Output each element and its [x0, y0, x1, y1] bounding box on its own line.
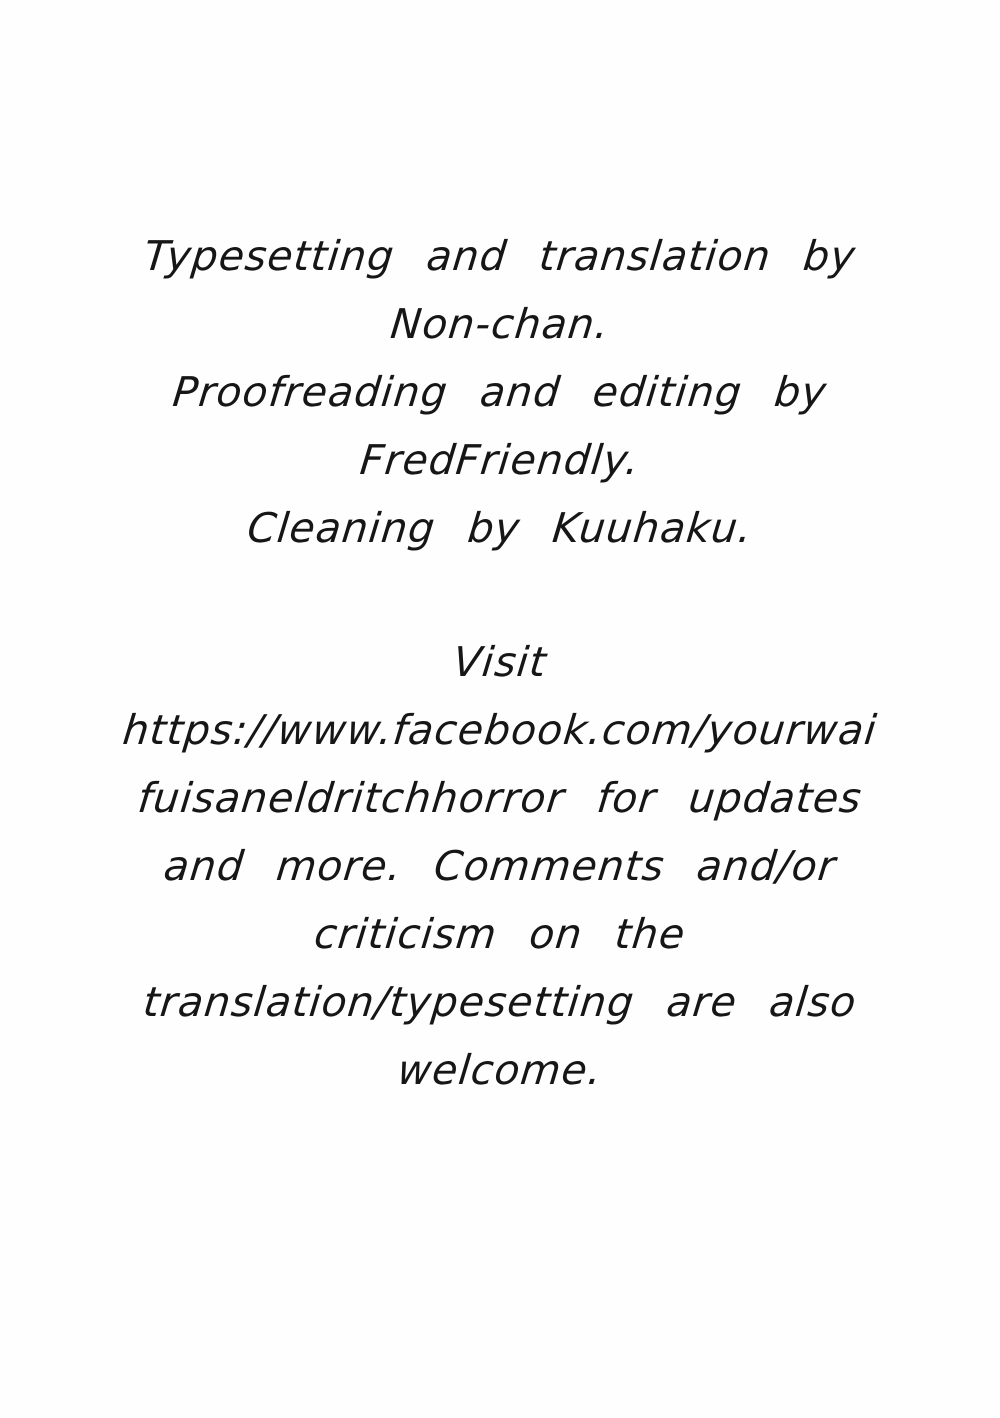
facebook-url-line-2: fuisaneldritchhorror for updates — [135, 774, 865, 822]
credits-line-editor-name: FredFriendly. — [357, 436, 643, 484]
comments-line: and more. Comments and/or — [161, 842, 839, 890]
facebook-url-line-1: https://www.facebook.com/yourwai — [120, 706, 880, 754]
translation-typesetting-line: translation/typesetting are also — [140, 978, 860, 1026]
visit-line: Visit — [450, 638, 550, 686]
block-gap — [0, 562, 1000, 628]
staff-credits — [0, 222, 1000, 562]
credits-line-cleaning: Cleaning by Kuuhaku. — [245, 504, 755, 552]
credits-line-proofreading: Proofreading and editing by — [170, 368, 830, 416]
visit-note — [0, 628, 1000, 1104]
welcome-line: welcome. — [395, 1046, 605, 1094]
credits-text-block — [0, 222, 1000, 1104]
credits-line-translator-name: Non-chan. — [388, 300, 612, 348]
credits-line-typesetting: Typesetting and translation by — [141, 232, 859, 280]
criticism-line: criticism on the — [312, 910, 688, 958]
